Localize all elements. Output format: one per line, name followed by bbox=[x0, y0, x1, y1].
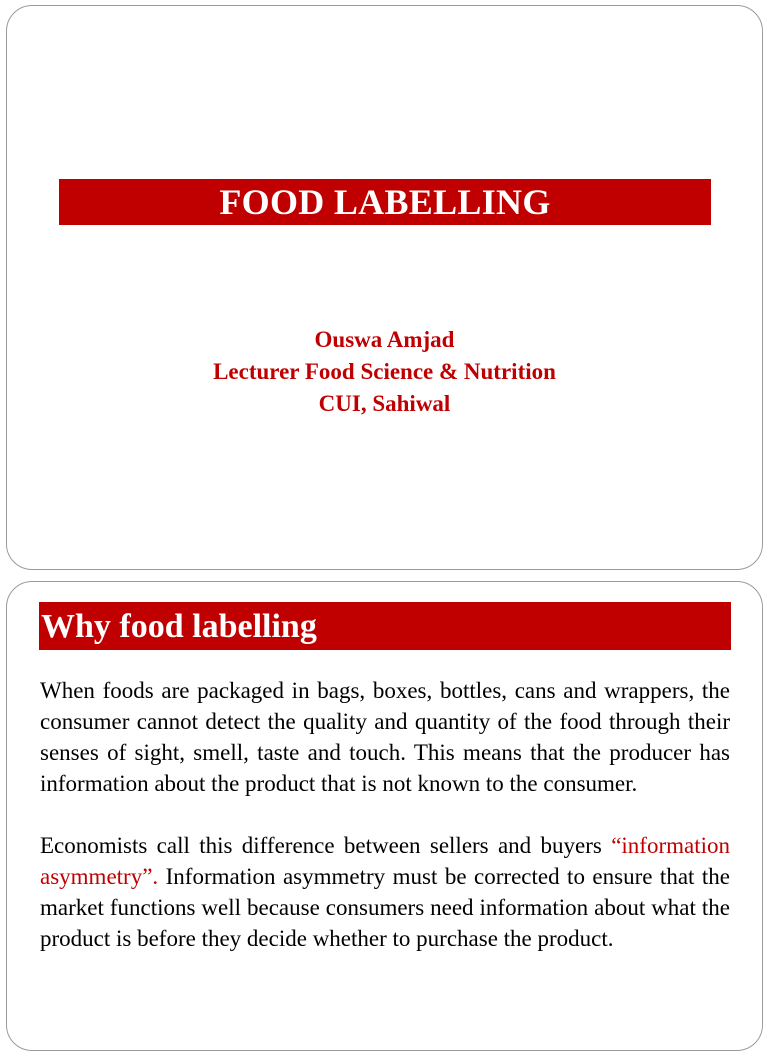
slide-title: FOOD LABELLING bbox=[59, 179, 711, 225]
title-slide bbox=[6, 5, 763, 570]
paragraph-2-start: Economists call this difference between sellers and buyers bbox=[40, 833, 612, 858]
paragraph-2 bbox=[40, 830, 730, 954]
author-role: Lecturer Food Science & Nutrition bbox=[213, 359, 556, 384]
author-affiliation: CUI, Sahiwal bbox=[318, 391, 451, 416]
highlighted-term: “information asymmetry”. bbox=[40, 833, 730, 889]
author-block bbox=[7, 324, 762, 420]
content-slide bbox=[6, 581, 763, 1051]
paragraph-1: When foods are packaged in bags, boxes, bottles, cans and wrappers, the consumer cannot detect the quality and quantity of the food through their senses of sight, smell, taste and touch. This means that the producer has information about the product that is not known to the consumer. bbox=[40, 678, 730, 796]
slide-body bbox=[40, 675, 730, 985]
slide-heading: Why food labelling bbox=[39, 602, 731, 650]
author-name: Ouswa Amjad bbox=[314, 327, 455, 352]
paragraph-2-end: Information asymmetry must be corrected to ensure that the market functions well because consumers need information about what the product is before they decide whether to purchase the product. bbox=[40, 864, 730, 951]
